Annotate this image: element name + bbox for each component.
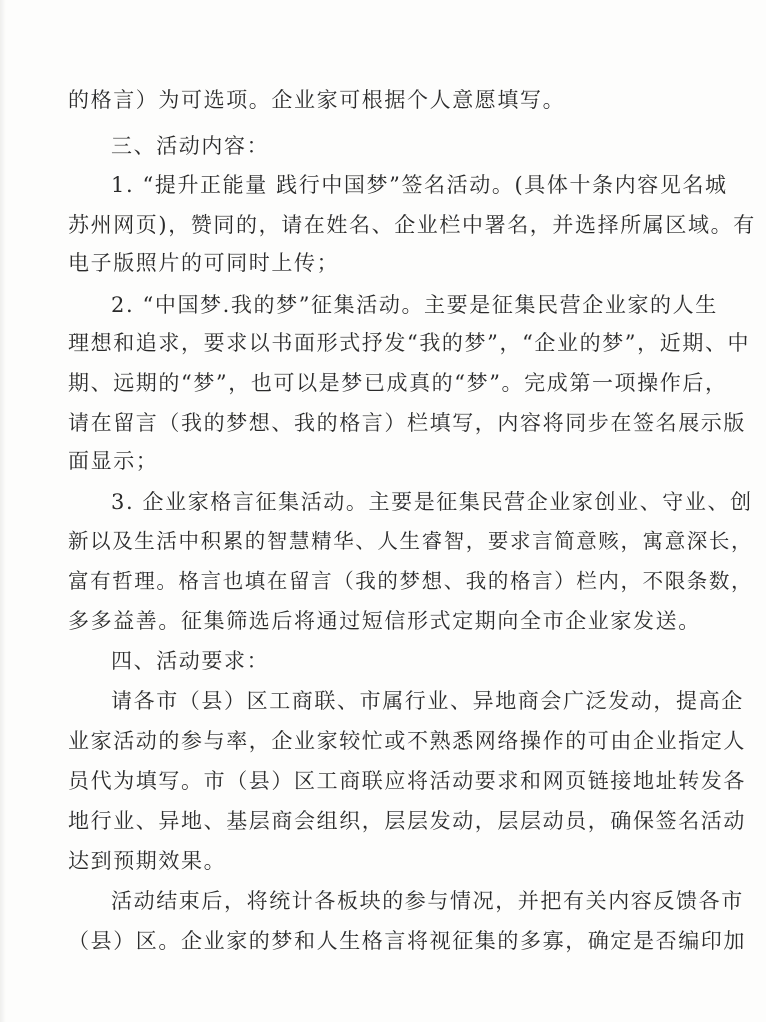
text-line-19: 地行业、异地、基层商会组织，层层发动，层层动员，确保签名活动 [68, 809, 746, 833]
text-line-16: 请各市（县）区工商联、市属行业、异地商会广泛发动，提高企 [111, 689, 744, 713]
page-edge-shadow [0, 0, 6, 1022]
text-line-11: 3. 企业家格言征集活动。主要是征集民营企业家创业、守业、创 [111, 490, 753, 514]
text-line-6: 2. “中国梦.我的梦”征集活动。主要是征集民营企业家的人生 [111, 293, 718, 317]
text-line-13: 富有哲理。格言也填在留言（我的梦想、我的格言）栏内，不限条数， [68, 569, 754, 593]
text-line-9: 请在留言（我的梦想、我的格言）栏填写，内容将同步在签名展示版 [68, 411, 746, 435]
text-line-20: 达到预期效果。 [68, 849, 227, 873]
text-line-3: 1. “提升正能量 践行中国梦”签名活动。(具体十条内容见名城 [111, 173, 728, 197]
text-line-1: 的格言）为可选项。企业家可根据个人意愿填写。 [68, 88, 566, 112]
text-line-10: 面显示； [68, 449, 159, 473]
text-line-22: （县）区。企业家的梦和人生格言将视征集的多寡，确定是否编印加 [68, 929, 746, 953]
text-line-21: 活动结束后，将统计各板块的参与情况，并把有关内容反馈各市 [111, 889, 744, 913]
text-line-17: 业家活动的参与率，企业家较忙或不熟悉网络操作的可由企业指定人 [68, 729, 746, 753]
text-line-7: 理想和追求，要求以书面形式抒发“我的梦”，“企业的梦”，近期、中 [68, 331, 751, 355]
text-line-8: 期、远期的“梦”，也可以是梦已成真的“梦”。完成第一项操作后， [68, 371, 728, 395]
text-line-18: 员代为填写。市（县）区工商联应将活动要求和网页链接地址转发各 [68, 769, 746, 793]
section-heading-activity-content: 三、活动内容： [111, 134, 270, 158]
section-heading-activity-requirements: 四、活动要求： [111, 649, 270, 673]
text-line-5: 电子版照片的可同时上传； [68, 251, 340, 275]
text-line-4: 苏州网页)，赞同的，请在姓名、企业栏中署名，并选择所属区域。有 [68, 213, 756, 237]
text-line-14: 多多益善。征集筛选后将通过短信形式定期向全市企业家发送。 [68, 609, 701, 633]
text-line-12: 新以及生活中积累的智慧精华、人生睿智，要求言简意赅，寓意深长， [68, 529, 754, 553]
